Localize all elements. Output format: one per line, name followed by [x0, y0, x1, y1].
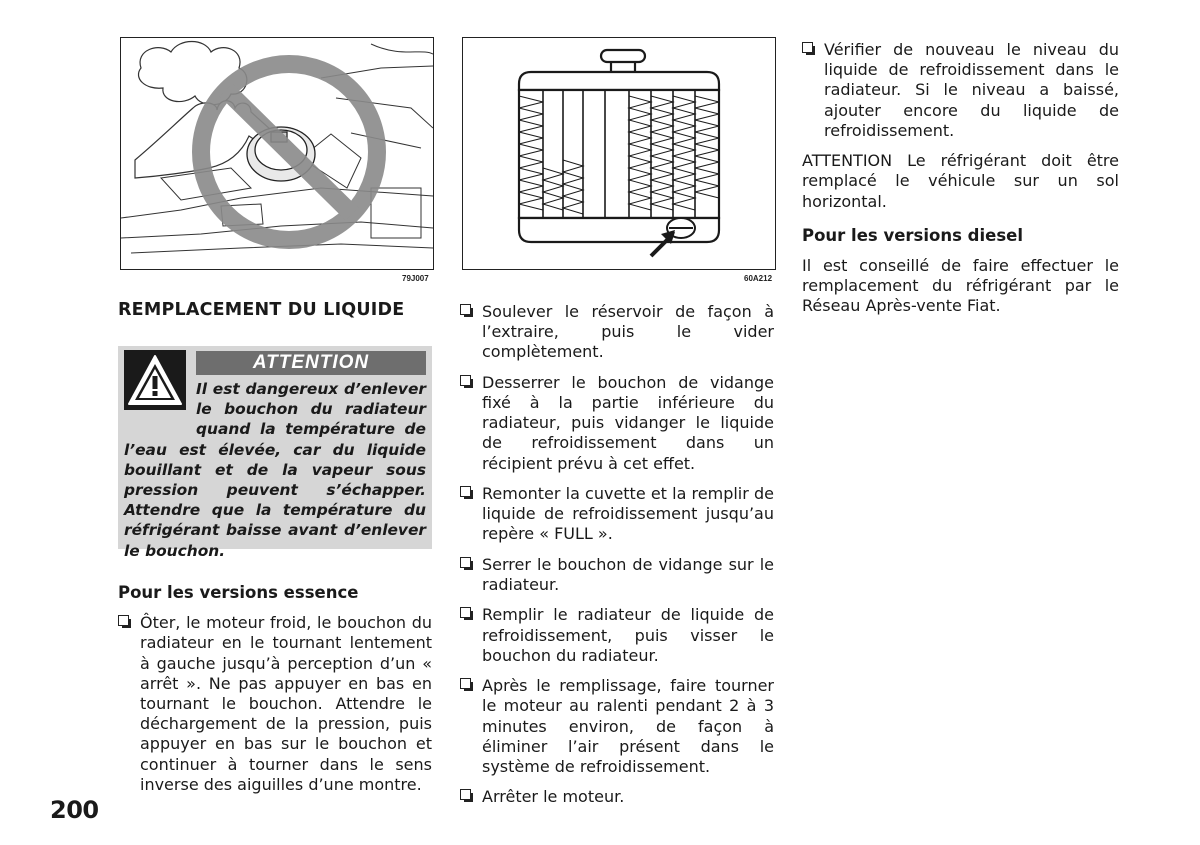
subhead-essence: Pour les versions essence	[118, 583, 359, 602]
radiator-drain-plug-illustration	[463, 38, 775, 269]
checkbox-icon	[460, 678, 471, 689]
page-number: 200	[50, 796, 99, 824]
warning-text-wrap	[124, 379, 426, 561]
figure-code: 79J007	[402, 274, 429, 283]
checklist-item	[802, 40, 1119, 141]
checkbox-icon	[460, 607, 471, 618]
figure-radiator-cap-warning	[120, 37, 434, 270]
item-text: Vérifier de nouveau le niveau du liquide de refroidissement dans le radiateur. Si le niveau a baissé, ajouter encore du liquide de refroidissement.	[824, 40, 1119, 140]
subhead-diesel: Pour les versions diesel	[802, 225, 1024, 245]
no-hand-on-radiator-cap-illustration	[121, 38, 433, 269]
section-title: REMPLACEMENT DU LIQUIDE	[118, 300, 405, 320]
checklist-item	[460, 787, 774, 807]
warning-title: ATTENTION	[196, 351, 426, 375]
diesel-paragraph: Il est conseillé de faire effectuer le remplacement du réfrigérant par le Réseau Après-vente Fiat.	[802, 256, 1119, 316]
checkbox-icon	[118, 615, 129, 626]
figure-code: 60A212	[744, 274, 773, 283]
item-text: Remplir le radiateur de liquide de refroidissement, puis visser le bouchon du radiateur.	[482, 605, 774, 665]
right-column	[802, 40, 1119, 317]
checklist-item	[460, 605, 774, 666]
checklist-item	[460, 484, 774, 545]
checkbox-icon	[460, 557, 471, 568]
item-text: Remonter la cuvette et la remplir de liquide de refroidissement jusqu’au repère « FULL ».	[482, 484, 774, 544]
left-column-body	[118, 583, 432, 805]
checkbox-icon	[802, 42, 813, 53]
checkbox-icon	[460, 789, 471, 800]
item-text: Serrer le bouchon de vidange sur le radiateur.	[482, 554, 774, 594]
middle-column	[460, 302, 774, 818]
checkbox-icon	[460, 304, 471, 315]
checklist-item	[460, 676, 774, 777]
checklist-item	[460, 555, 774, 595]
figure-radiator-drain	[462, 37, 776, 270]
item-text: Soulever le réservoir de façon à l’extraire, puis le vider complètement.	[482, 302, 774, 362]
item-text: Après le remplissage, faire tourner le moteur au ralenti pendant 2 à 3 minutes environ, de façon à éliminer l’air présent dans le système de refroidissement.	[482, 676, 774, 776]
warning-text: Il est dangereux d’enlever le bouchon du radiateur quand la température de l’eau est élevée, car du liquide bouillant et de la vapeur sous pression peuvent s’échapper. Attendre que la température du réfrigérant baisse avant d’enlever le bouchon.	[124, 380, 426, 560]
item-text: Arrêter le moteur.	[482, 787, 625, 807]
checklist-item	[460, 373, 774, 474]
checkbox-icon	[460, 375, 471, 386]
checklist-item	[460, 302, 774, 363]
item-text: Desserrer le bouchon de vidange fixé à la partie inférieure du radiateur, puis vidanger le liquide de refroidissement dans un récipient prévu à cet effet.	[482, 372, 774, 473]
checklist-item	[118, 613, 432, 795]
warning-box	[118, 346, 432, 560]
checkbox-icon	[460, 486, 471, 497]
item-text: Ôter, le moteur froid, le bouchon du radiateur en le tournant lentement à gauche jusqu’à perception d’un « arrêt ». Ne pas appuyer en bas en tournant le bouchon. Attendre le déchargement de la pression, puis appuyer en bas sur le bouchon et continuer à tourner dans le sens inverse des aiguilles d’une montre.	[140, 613, 432, 794]
attention-note: ATTENTION Le réfrigérant doit être remplacé le véhicule sur un sol horizontal.	[802, 151, 1119, 211]
